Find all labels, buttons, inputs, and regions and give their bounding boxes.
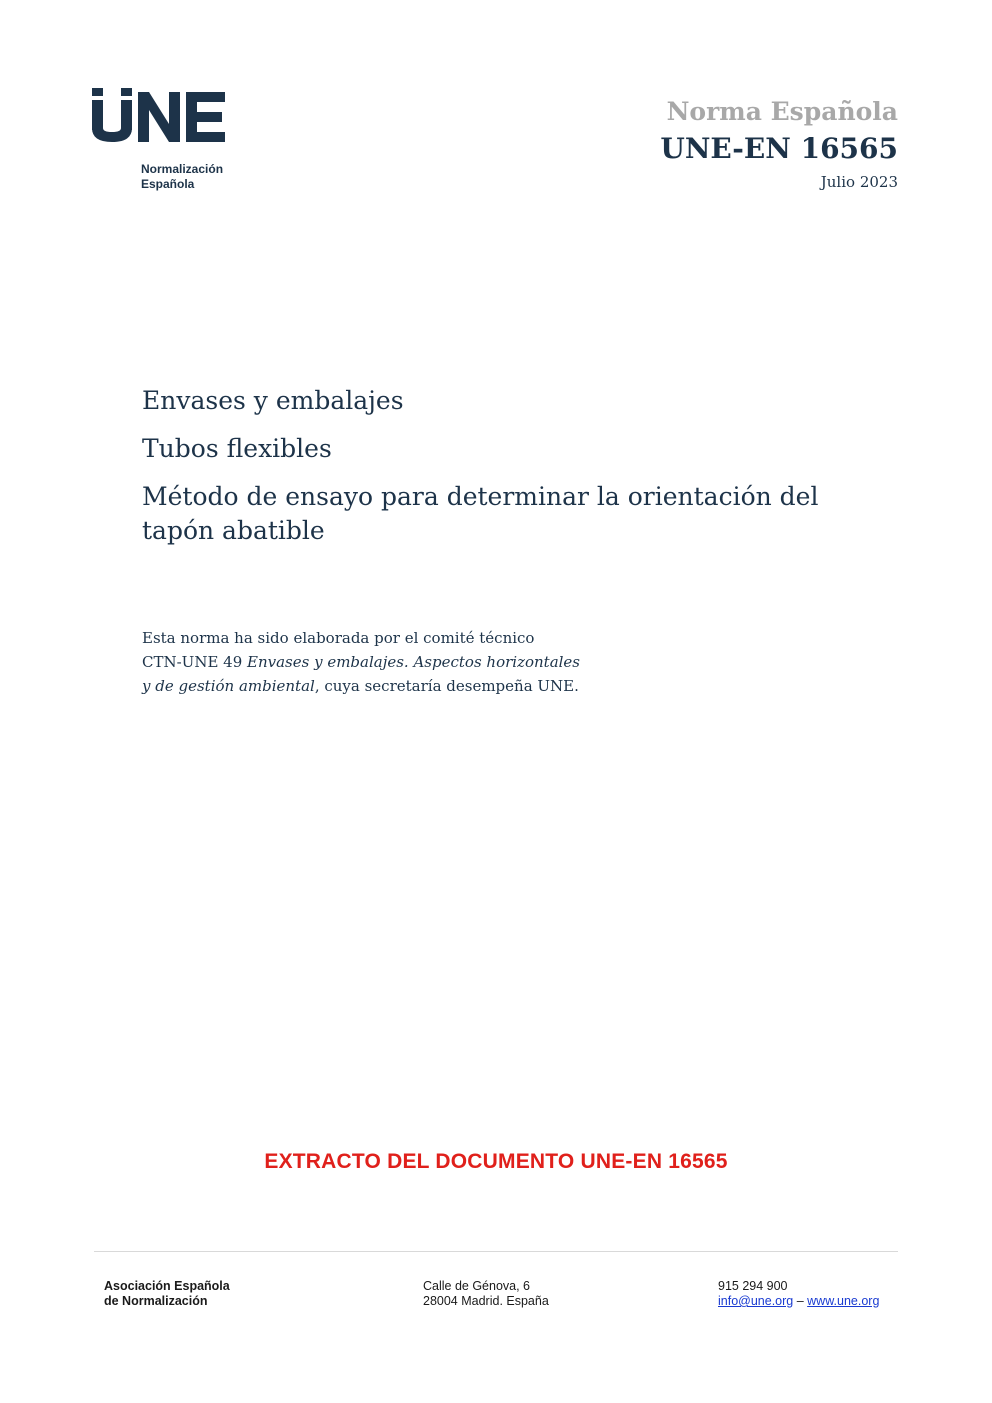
committee-code: CTN-UNE 49: [142, 653, 248, 671]
logo-subtitle-line2: Española: [141, 177, 195, 191]
footer-organization: [104, 1279, 230, 1309]
website-link[interactable]: www.une.org: [807, 1294, 880, 1308]
footer-org-line2: de Normalización: [104, 1294, 208, 1308]
committee-name-part1: Envases y embalajes. Aspectos horizontales: [247, 653, 581, 671]
title-line: Método de ensayo para determinar la orientación del tapón abatible: [142, 482, 819, 545]
footer-contact: [718, 1279, 879, 1309]
standard-header: [660, 96, 898, 193]
title-line: Envases y embalajes: [142, 386, 404, 415]
title-line: Tubos flexibles: [142, 434, 332, 463]
footer-link-separator: –: [793, 1294, 808, 1308]
footer-address-line2: 28004 Madrid. España: [423, 1294, 549, 1308]
email-link[interactable]: info@une.org: [718, 1294, 794, 1308]
standard-kind: Norma Española: [666, 97, 898, 126]
footer-phone: 915 294 900: [718, 1279, 788, 1293]
logo-subtitle: [141, 162, 223, 192]
une-logo: [92, 88, 252, 191]
standard-date: Julio 2023: [820, 173, 898, 191]
footer-org-line1: Asociación Española: [104, 1279, 230, 1293]
footer-address-line1: Calle de Génova, 6: [423, 1279, 531, 1293]
logo-subtitle-line1: Normalización: [141, 162, 224, 176]
footer-divider: [94, 1251, 898, 1252]
extract-notice: EXTRACTO DEL DOCUMENTO UNE-EN 16565: [264, 1150, 728, 1173]
committee-intro: Esta norma ha sido elaborada por el comité técnico: [142, 629, 535, 647]
standard-code: UNE-EN 16565: [660, 132, 898, 165]
document-titles: [142, 384, 862, 548]
committee-outro: , cuya secretaría desempeña UNE.: [314, 677, 579, 695]
une-wordmark-logo: [92, 88, 228, 146]
committee-name-part2: y de gestión ambiental: [142, 677, 315, 695]
footer-links-line: [718, 1294, 879, 1309]
footer-address: [423, 1279, 549, 1309]
committee-statement: [142, 626, 702, 698]
